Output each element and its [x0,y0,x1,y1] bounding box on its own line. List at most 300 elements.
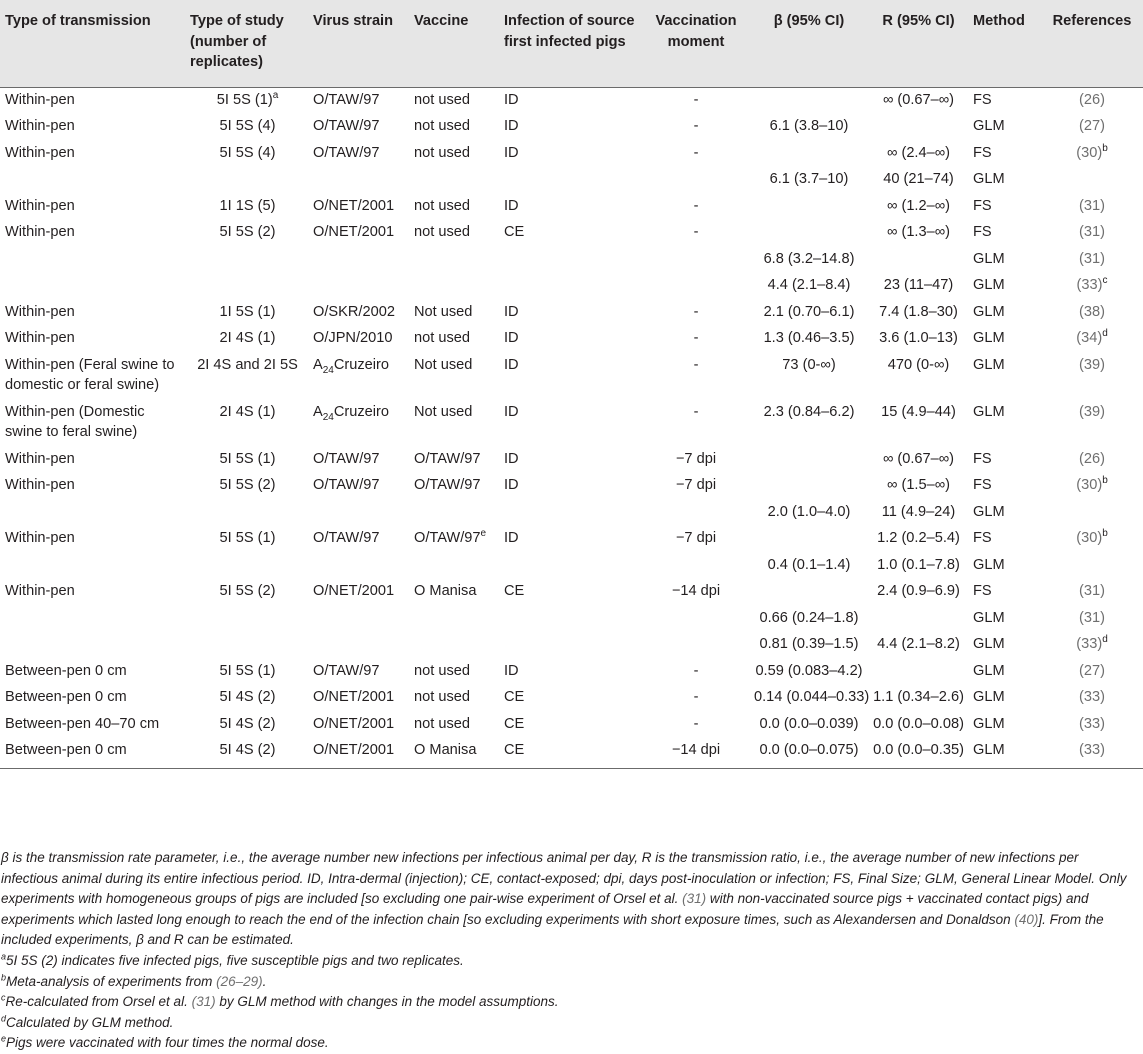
cell-method: GLM [973,609,1005,626]
footnote-c [1,992,1137,1013]
cell-vaccination-moment: −14 dpi [671,742,721,759]
cell-references [1041,167,1143,193]
footnote-mark: d [1102,634,1108,646]
cell-type-of-transmission [0,273,186,299]
cell-beta: 0.81 (0.39–1.5) [759,636,859,653]
footnote-main [1,848,1137,951]
cell-r: 0.0 (0.0–0.35) [873,742,964,759]
cell-r: ∞ (1.2–∞) [887,197,950,214]
cell-virus-strain [309,273,410,299]
cell-type-of-study [186,579,309,605]
reference-link[interactable]: (31) [1079,609,1105,626]
cell-vaccine [410,605,500,631]
footnote-text: Calculated by GLM method. [6,1014,174,1030]
cell-type-of-study [186,167,309,193]
cell-vaccination-moment: - [693,144,699,161]
table-row [0,326,1143,352]
reference-link[interactable]: (30) [1076,477,1103,494]
cell-method: GLM [973,250,1005,267]
study-text: 5I 5S (2) [219,477,276,494]
table-row [0,220,1143,246]
cell-type-of-study [186,738,309,768]
cell-vaccination-moment [642,273,750,299]
cell-infection-source: ID [504,403,519,420]
cell-references [1041,326,1143,352]
vaccine-text: Not used [414,303,473,320]
cell-references [1041,87,1143,114]
cell-r: 1.1 (0.34–2.6) [873,689,964,706]
reference-link[interactable]: (33) [1079,742,1105,759]
cell-method: GLM [973,118,1005,135]
cell-vaccination-moment: −7 dpi [675,477,717,494]
cell-references [1041,352,1143,399]
reference-link[interactable]: (31) [682,891,707,907]
cell-infection-source [500,273,642,299]
cell-references [1041,273,1143,299]
cell-references [1041,299,1143,325]
cell-method: GLM [973,403,1005,420]
cell-method: FS [973,450,992,467]
reference-link[interactable]: (33) [1076,277,1103,294]
cell-beta: 2.0 (1.0–4.0) [767,503,851,520]
cell-vaccine [410,711,500,737]
cell-type-of-transmission: Within-pen [5,330,75,347]
note-text: ]. From the included experiments, [1,911,1104,948]
header-type-of-transmission: Type of transmission [0,0,186,87]
cell-vaccination-moment: −7 dpi [675,450,717,467]
study-text: 5I 5S (2) [219,224,276,241]
cell-r: 4.4 (2.1–8.2) [877,636,960,653]
cell-infection-source: CE [504,583,525,600]
reference-link[interactable]: (30) [1076,530,1103,547]
reference-link[interactable]: (39) [1079,356,1105,373]
cell-vaccine [410,167,500,193]
table-row [0,632,1143,658]
cell-virus-strain: O/NET/2001 [313,742,395,759]
table-row [0,246,1143,272]
study-text: 5I 4S (2) [219,715,276,732]
footnote-mark: c [1,992,6,1003]
cell-virus-strain: O/TAW/97 [313,477,380,494]
reference-link[interactable]: (33) [1079,689,1105,706]
cell-virus-strain: O/TAW/97 [313,450,380,467]
header-vaccine: Vaccine [410,0,500,87]
cell-r: 3.6 (1.0–13) [879,330,958,347]
cell-type-of-transmission: Within-pen [5,144,75,161]
cell-type-of-study [186,352,309,399]
study-text: 5I 5S (1) [216,91,273,108]
cell-type-of-study [186,246,309,272]
vaccine-text: Not used [414,356,473,373]
cell-type-of-study [186,711,309,737]
cell-vaccine [410,326,500,352]
table-row [0,552,1143,578]
cell-virus-strain: O/TAW/97 [313,530,380,547]
study-text: 5I 5S (1) [219,662,276,679]
cell-type-of-study [186,299,309,325]
cell-virus-strain: O/TAW/97 [313,118,380,135]
cell-vaccination-moment [642,499,750,525]
cell-infection-source [500,246,642,272]
cell-type-of-study [186,499,309,525]
cell-beta: 2.1 (0.70–6.1) [763,303,855,320]
footnote-mark: d [1,1013,7,1024]
cell-r: 23 (11–47) [883,277,954,294]
cell-type-of-study [186,87,309,114]
reference-link[interactable]: (30) [1076,144,1103,161]
cell-vaccination-moment [642,632,750,658]
cell-r: 7.4 (1.8–30) [879,303,958,320]
cell-beta [750,87,868,114]
table-row [0,605,1143,631]
cell-method: GLM [973,636,1005,653]
table-row [0,579,1143,605]
vaccine-text: Not used [414,403,473,420]
reference-link[interactable]: (33) [1076,636,1103,653]
table-row [0,193,1143,219]
cell-references [1041,579,1143,605]
r-symbol: R [173,932,184,948]
vaccine-text: O/TAW/97 [414,450,481,467]
table-row [0,446,1143,472]
cell-beta [750,220,868,246]
cell-type-of-study [186,114,309,140]
cell-type-of-transmission: Between-pen 0 cm [5,742,127,759]
cell-vaccination-moment: - [693,197,699,214]
cell-method: FS [973,477,992,494]
vaccine-text: not used [414,330,470,347]
cell-type-of-transmission: Within-pen [5,450,75,467]
strain-letter: A [313,403,323,420]
study-text: 2I 4S and 2I 5S [197,356,298,373]
cell-virus-strain [309,552,410,578]
cell-references [1041,658,1143,684]
cell-virus-strain [309,167,410,193]
study-text: 5I 5S (1) [219,530,276,547]
table-row [0,658,1143,684]
cell-r: 1.2 (0.2–5.4) [877,530,960,547]
cell-vaccination-moment: - [693,224,699,241]
cell-virus-strain: O/JPN/2010 [313,330,393,347]
cell-references [1041,193,1143,219]
cell-vaccination-moment: - [693,118,699,135]
cell-r: 40 (21–74) [883,171,954,188]
cell-vaccine [410,87,500,114]
vaccine-text: O Manisa [414,583,477,600]
vaccine-text: not used [414,689,470,706]
cell-type-of-study [186,140,309,166]
cell-type-of-study [186,326,309,352]
cell-method: GLM [973,742,1005,759]
cell-infection-source: CE [504,689,525,706]
cell-method: GLM [973,303,1005,320]
reference-link[interactable]: (31) [1079,197,1105,214]
cell-references [1041,220,1143,246]
cell-infection-source: ID [504,330,519,347]
vaccine-text: not used [414,715,470,732]
cell-method: GLM [973,689,1005,706]
cell-vaccine [410,632,500,658]
cell-infection-source [500,605,642,631]
cell-references [1041,473,1143,499]
cell-virus-strain: O/NET/2001 [313,224,395,241]
footnote-text: Pigs were vaccinated with four times the normal dose. [6,1035,329,1051]
strain-subscript: 24 [322,364,334,376]
cell-vaccination-moment [642,167,750,193]
cell-vaccine [410,579,500,605]
cell-virus-strain: O/NET/2001 [313,715,395,732]
cell-references [1041,738,1143,768]
cell-beta: 4.4 (2.1–8.4) [767,277,851,294]
note-text: is the transmission ratio, i.e., the average number of new infections per infectious animal during its entire infectious period. ID, Intra-dermal (injection); CE, contact-exposed; dpi, days post-inoculation or infection; FS, Final Size; GLM, General Linear Model. Only experiments with homogeneous groups of pigs are included [so excluding one pair-wise experiment of Orsel et al. [1,850,1127,907]
header-type-of-study: Type of study (number of replicates) [186,0,309,87]
footnote-mark: a [272,90,279,102]
cell-vaccine [410,473,500,499]
cell-method: GLM [973,171,1005,188]
study-text: 2I 4S (1) [219,403,276,420]
cell-beta: 0.0 (0.0–0.039) [759,715,859,732]
study-text: 5I 5S (1) [219,450,276,467]
cell-beta: 6.1 (3.7–10) [769,171,849,188]
footnote-b [1,972,1137,993]
cell-infection-source: ID [504,530,519,547]
cell-references [1041,711,1143,737]
cell-method: FS [973,224,992,241]
cell-type-of-transmission: Within-pen [5,224,75,241]
cell-method: FS [973,91,992,108]
cell-type-of-transmission [0,499,186,525]
vaccine-text: O/TAW/97 [414,530,481,547]
reference-link[interactable]: (26) [1079,450,1105,467]
reference-link[interactable]: (31) [191,994,216,1010]
cell-infection-source: ID [504,303,519,320]
cell-type-of-transmission: Within-pen (Feral swine to domestic or feral swine) [5,356,175,394]
table-row [0,140,1143,166]
cell-vaccination-moment: - [693,356,699,373]
table-row [0,114,1143,140]
cell-vaccine [410,352,500,399]
cell-infection-source: ID [504,477,519,494]
vaccine-text: not used [414,144,470,161]
r-symbol: R [641,850,652,865]
vaccine-text: not used [414,118,470,135]
note-text: with non-vaccinated source pigs + vaccinated contact pigs) and experiments which lasted long enough to reach the end of the infection chain [so excluding experiments with short exposure times, such as Alexandersen and Donaldson [1,891,1089,927]
footnote-mark: c [1102,275,1108,287]
cell-beta [750,526,868,552]
cell-type-of-transmission: Between-pen 0 cm [5,689,127,706]
cell-virus-strain: O/TAW/97 [313,91,380,108]
cell-r: 1.0 (0.1–7.8) [877,556,960,573]
cell-method: FS [973,530,992,547]
cell-vaccine [410,499,500,525]
table-row [0,352,1143,399]
cell-vaccination-moment: - [693,403,699,420]
cell-infection-source [500,167,642,193]
cell-virus-strain: O/NET/2001 [313,583,395,600]
footnote-mark: b [1102,143,1108,154]
reference-link[interactable]: (31) [1079,250,1105,267]
table-row [0,167,1143,193]
cell-infection-source [500,552,642,578]
cell-type-of-study [186,685,309,711]
study-text: 1I 5S (1) [219,303,276,320]
cell-r [868,246,969,272]
strain-subscript: 24 [322,411,334,423]
cell-references [1041,114,1143,140]
cell-type-of-transmission: Within-pen [5,530,75,547]
cell-type-of-transmission: Within-pen [5,118,75,135]
cell-beta: 0.14 (0.044–0.33) [754,689,870,706]
study-text: 5I 5S (4) [219,118,276,135]
cell-virus-strain: O/TAW/97 [313,662,380,679]
cell-type-of-study [186,526,309,552]
cell-vaccination-moment: −7 dpi [675,530,717,547]
note-text: can be estimated. [183,932,294,948]
reference-link[interactable]: (27) [1079,118,1105,135]
cell-beta [750,193,868,219]
table-row [0,711,1143,737]
cell-vaccination-moment: - [693,330,699,347]
cell-method: GLM [973,715,1005,732]
cell-type-of-study [186,446,309,472]
cell-type-of-study [186,193,309,219]
cell-r: ∞ (2.4–∞) [887,144,950,161]
table-body [0,87,1143,768]
cell-vaccination-moment [642,246,750,272]
cell-vaccination-moment: - [693,689,699,706]
study-text: 5I 4S (2) [219,689,276,706]
cell-method: GLM [973,330,1005,347]
cell-vaccine [410,114,500,140]
strain-name: Cruzeiro [333,356,390,373]
table-footnotes [0,848,1137,1054]
study-text: 5I 5S (4) [219,144,276,161]
cell-vaccine [410,685,500,711]
cell-type-of-study [186,605,309,631]
cell-virus-strain: O/NET/2001 [313,689,395,706]
cell-type-of-study [186,632,309,658]
footnote-mark: b [1,972,7,983]
table-row [0,473,1143,499]
header-virus-strain: Virus strain [309,0,410,87]
cell-beta: 0.59 (0.083–4.2) [755,662,863,679]
cell-type-of-transmission [0,552,186,578]
note-text: is the transmission rate parameter, i.e., the average number new infections per infectious animal per day, [8,850,642,865]
study-text: 2I 4S (1) [219,330,276,347]
cell-virus-strain [309,605,410,631]
cell-virus-strain [309,352,410,399]
table-row [0,499,1143,525]
cell-beta: 1.3 (0.46–3.5) [763,330,855,347]
cell-method: GLM [973,277,1005,294]
footnote-mark: b [1102,475,1108,487]
cell-references [1041,605,1143,631]
footnote-text: by GLM method with changes in the model assumptions. [215,994,559,1010]
cell-infection-source [500,632,642,658]
cell-virus-strain [309,632,410,658]
reference-link[interactable]: (31) [1079,583,1105,600]
cell-beta: 0.4 (0.1–1.4) [767,556,851,573]
cell-infection-source: ID [504,356,519,373]
cell-vaccine [410,552,500,578]
vaccine-text: not used [414,91,470,108]
vaccine-text: not used [414,197,470,214]
reference-link[interactable]: (38) [1079,303,1105,320]
cell-vaccine [410,273,500,299]
header-vaccination-moment: Vaccination moment [642,0,750,87]
cell-vaccination-moment: - [693,715,699,732]
cell-r: 11 (4.9–24) [881,503,956,520]
table-row [0,87,1143,114]
header-references: References [1041,0,1143,87]
reference-link[interactable]: (31) [1079,224,1105,241]
cell-r: ∞ (1.3–∞) [887,224,950,241]
reference-link[interactable]: (26–29) [216,973,263,989]
cell-type-of-study [186,552,309,578]
cell-references [1041,499,1143,525]
cell-vaccine [410,399,500,446]
cell-infection-source: CE [504,715,525,732]
cell-method: FS [973,197,992,214]
cell-type-of-study [186,399,309,446]
reference-link[interactable]: (26) [1079,91,1105,108]
footnote-mark: e [480,528,487,540]
cell-vaccine [410,446,500,472]
cell-virus-strain: O/NET/2001 [313,197,395,214]
cell-vaccine [410,246,500,272]
cell-beta: 0.66 (0.24–1.8) [759,609,859,626]
header-infection-source: Infection of source first infected pigs [500,0,642,87]
footnote-mark: b [1102,528,1108,540]
cell-virus-strain [309,399,410,446]
cell-virus-strain [309,499,410,525]
cell-r [868,114,969,140]
vaccine-text: not used [414,224,470,241]
cell-method: GLM [973,662,1005,679]
reference-link[interactable]: (40) [1014,911,1039,927]
cell-infection-source: ID [504,197,519,214]
reference-link[interactable]: (27) [1079,662,1105,679]
study-text: 1I 1S (5) [219,197,276,214]
footnote-text: 5I 5S (2) indicates five infected pigs, five susceptible pigs and two replicates. [6,952,464,968]
cell-type-of-transmission: Between-pen 0 cm [5,662,127,679]
footnote-text: Re-calculated from Orsel et al. [5,994,192,1010]
cell-vaccine [410,526,500,552]
vaccine-text: O/TAW/97 [414,477,481,494]
reference-link[interactable]: (34) [1076,330,1103,347]
cell-references [1041,685,1143,711]
cell-infection-source: CE [504,742,525,759]
cell-vaccination-moment: - [693,303,699,320]
cell-vaccine [410,193,500,219]
table-row [0,526,1143,552]
cell-type-of-transmission [0,167,186,193]
cell-r: ∞ (0.67–∞) [882,450,955,467]
cell-type-of-study [186,220,309,246]
cell-method: GLM [973,356,1005,373]
cell-type-of-transmission: Within-pen [5,477,75,494]
cell-virus-strain: O/SKR/2002 [313,303,395,320]
reference-link[interactable]: (33) [1079,715,1105,732]
cell-vaccination-moment: −14 dpi [671,583,721,600]
header-row [0,0,1143,87]
cell-type-of-transmission: Within-pen [5,583,75,600]
vaccine-text: O Manisa [414,742,477,759]
cell-beta: 2.3 (0.84–6.2) [763,403,855,420]
beta-symbol: β [136,932,144,948]
reference-link[interactable]: (39) [1079,403,1105,420]
cell-r [868,605,969,631]
